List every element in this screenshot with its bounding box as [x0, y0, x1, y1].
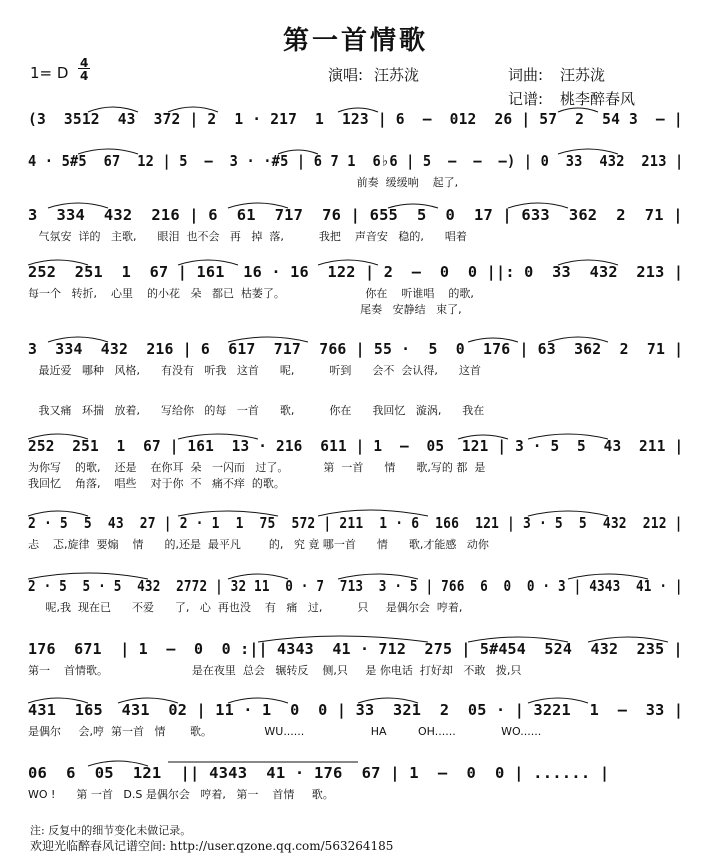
lyricist-name: 汪苏泷: [560, 66, 606, 84]
lyric-line: 第一 首情歌。 是在夜里 总会 辗转反 侧,只 是 你电话 打好却 不敢 拨,只: [28, 664, 522, 677]
lyric-line: 气氛安 详的 主歌, 眼泪 也不会 再 掉 落, 我把 声音安 稳的, 唱着: [28, 230, 467, 243]
notation-line: 3 334 432 216 | 6 61 717 76 | 655 5 0 17 | 633 362 2 71 |: [28, 206, 683, 224]
score-row-11: [28, 764, 688, 808]
score-row-3: [28, 206, 688, 250]
notation-line: 2 · 5 5 · 5 432 2772 | 32 11 0 · 7 713 3 · 5 | 766 6 0 0 · 3 | 4343 41 · |: [28, 577, 683, 595]
lyric-line: 我又痛 环揣 放着, 写给你 的每 一首 歌, 你在 我回忆 漩涡, 我在: [28, 404, 485, 417]
lyric-line: 是偶尔 会,哼 第一首 情 歌。 WU...... HA OH...... WO......: [28, 725, 542, 738]
score-row-5: [28, 340, 688, 420]
song-title: 第一首情歌: [282, 26, 428, 56]
notation-line: 252 251 1 67 | 161 13 · 216 611 | 1 – 05 121 | 3 · 5 5 43 211 |: [28, 437, 684, 455]
lyric-line: 忐 忑,旋律 要煽 情 的,还是 最平凡 的, 究 竟 哪一首 情 歌,才能感 动你: [28, 538, 489, 551]
footer-note: 注: 反复中的细节变化未做记录。: [30, 824, 192, 837]
lyric-line: 为你写 的歌, 还是 在你耳 朵 一闪而 过了。 第 一首 情 歌,写的 都 是: [28, 461, 486, 474]
time-signature-top: 4: [80, 56, 89, 70]
notation-line: 3 334 432 216 | 6 617 717 766 | 55 · 5 0 176 | 63 362 2 71 |: [28, 340, 684, 358]
notation-line: 06 6 05 121 || 4343 41 · 176 67 | 1 – 0 0 | ...... |: [28, 764, 610, 782]
score-row-7: [28, 514, 688, 558]
score-row-9: [28, 640, 688, 684]
score-row-8: [28, 577, 688, 621]
notation-line: 431 165 431 02 | 11 · 1 0 0 | 33 321 2 05 · | 3221 1 – 33 |: [28, 701, 684, 719]
lyricist-label: 词曲:: [508, 66, 544, 84]
score-row-6: [28, 437, 688, 495]
transcriber-label: 记谱:: [508, 90, 544, 108]
score-row-10: [28, 701, 688, 745]
key-signature: 1= D: [30, 64, 69, 82]
notation-line: (3 3512 43 372 | 2 1 · 217 1 123 | 6 – 012 26 | 57 2 54 3 – |: [28, 110, 683, 128]
lyric-line: WO ! 第 一首 D.S 是偶尔会 哼着, 第一 首情 歌。: [28, 788, 334, 801]
notation-line: 176 671 | 1 – 0 0 :|| 4343 41 · 712 275 | 5#454 524 432 235 |: [28, 640, 683, 658]
lyric-line: 最近爱 哪种 风格, 有没有 听我 这首 呢, 听到 会不 会认得, 这首: [28, 364, 481, 377]
singer-label: 演唱:: [328, 66, 364, 84]
score-row-2: [28, 152, 688, 196]
lyric-line: 我回忆 角落, 唱些 对于你 不 痛不痒 的歌。: [28, 477, 285, 490]
time-signature-bottom: 4: [80, 69, 89, 83]
lyric-line: 每一个 转折, 心里 的小花 朵 都已 枯萎了。 你在 听谁唱 的歌,: [28, 287, 474, 300]
lyric-line: 呢,我 现在已 不爱 了, 心 再也没 有 痛 过, 只 是偶尔会 哼着,: [28, 601, 463, 614]
notation-line: 252 251 1 67 | 161 16 · 16 122 | 2 – 0 0 ||: 0 33 432 213 |: [28, 263, 684, 281]
score-row-4: [28, 263, 688, 321]
notation-line: 4 · 5#5 67 12 | 5 – 3 · ·#5 | 6 7 1 6♭6 | 5 – – –) | 0 33 432 213 |: [28, 152, 684, 170]
transcriber-name: 桃李醉春风: [560, 90, 636, 108]
lyric-line: 前奏 缓缓响 起了,: [28, 176, 459, 189]
notation-line: 2 · 5 5 43 27 | 2 · 1 1 75 572 | 211 1 · 6 166 121 | 3 · 5 5 432 212 |: [28, 514, 683, 532]
singer-name: 汪苏泷: [374, 66, 420, 84]
lyric-line: 尾奏 安静结 束了,: [28, 303, 462, 316]
footer-welcome: 欢迎光临醉春风记谱空间: http://user.qzone.qq.com/563264185: [30, 839, 394, 853]
